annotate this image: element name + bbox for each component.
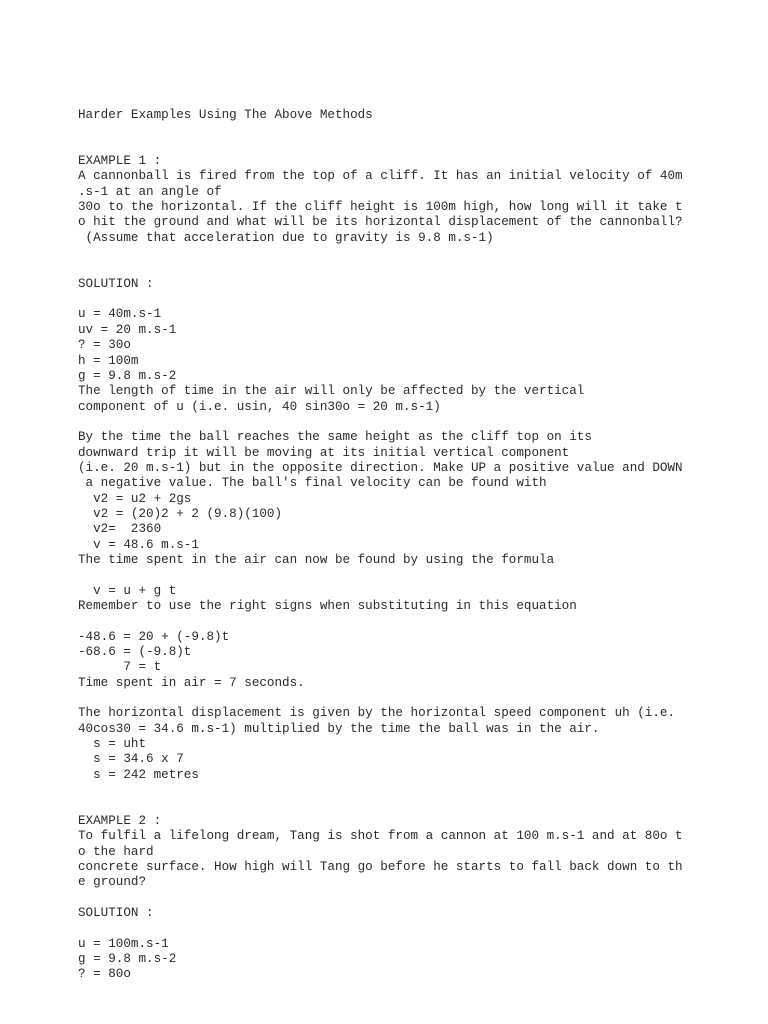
text-line [78,261,758,276]
text-line: ? = 30o [78,338,131,353]
text-line: o hit the ground and what will be its horizontal displacement of the cannonball? [78,215,683,230]
text-line: g = 9.8 m.s-2 [78,951,177,966]
text-line: By the time the ball reaches the same height as the cliff top on its [78,430,592,445]
text-line: 30o to the horizontal. If the cliff height is 100m high, how long will it take t [78,200,683,215]
text-line [78,783,758,798]
text-line: SOLUTION : [78,905,154,920]
text-line [78,798,758,813]
text-line: .s-1 at an angle of [78,184,222,199]
text-line [78,891,758,906]
text-line: Harder Examples Using The Above Methods [78,108,373,122]
text-line [78,415,758,430]
text-line: EXAMPLE 2 : [78,813,162,828]
text-line: component of u (i.e. usin, 40 sin30o = 20 m.s-1) [78,399,441,414]
text-line: s = 242 metres [78,767,199,782]
text-line: The time spent in the air can now be found by using the formula [78,552,555,567]
text-line [78,921,758,936]
text-line: concrete surface. How high will Tang go before he starts to fall back down to th [78,859,683,874]
text-line [78,691,758,706]
text-line: e ground? [78,875,147,890]
text-line: (Assume that acceleration due to gravity is 9.8 m.s-1) [78,230,494,245]
text-line [78,614,758,629]
document-text [78,108,758,983]
text-line: o the hard [78,844,154,859]
text-line: EXAMPLE 1 : [78,154,162,169]
text-line: Time spent in air = 7 seconds. [78,675,305,690]
text-line: h = 100m [78,353,139,368]
text-line: Remember to use the right signs when substituting in this equation [78,599,577,613]
text-line: 40cos30 = 34.6 m.s-1) multiplied by the time the ball was in the air. [78,721,600,736]
text-line [78,246,758,261]
text-line: v2 = u2 + 2gs [78,491,192,506]
text-line [78,139,758,154]
text-line [78,123,758,138]
text-line: downward trip it will be moving at its initial vertical component [78,445,570,460]
text-line: uv = 20 m.s-1 [78,322,177,337]
text-line [78,568,758,583]
text-line: SOLUTION : [78,276,154,291]
text-line: v2= 2360 [78,522,162,537]
text-line: u = 100m.s-1 [78,936,169,951]
text-line: -48.6 = 20 + (-9.8)t [78,629,230,644]
text-line: 7 = t [78,660,162,675]
text-line: u = 40m.s-1 [78,307,162,322]
text-line: The length of time in the air will only be affected by the vertical [78,384,585,399]
text-line: The horizontal displacement is given by the horizontal speed component uh (i.e. [78,706,676,721]
text-line: A cannonball is fired from the top of a cliff. It has an initial velocity of 40m [78,169,683,184]
text-line: g = 9.8 m.s-2 [78,368,177,383]
text-line: v = 48.6 m.s-1 [78,537,199,552]
text-line: -68.6 = (-9.8)t [78,645,192,660]
text-line: ? = 80o [78,967,131,982]
text-line [78,292,758,307]
text-line: a negative value. The ball's final velocity can be found with [78,476,547,491]
text-line: s = 34.6 x 7 [78,752,184,767]
text-line: v2 = (20)2 + 2 (9.8)(100) [78,506,283,521]
text-line: To fulfil a lifelong dream, Tang is shot from a cannon at 100 m.s-1 and at 80o t [78,829,683,844]
text-line: (i.e. 20 m.s-1) but in the opposite direction. Make UP a positive value and DOWN [78,460,683,475]
text-line: v = u + g t [78,583,177,598]
text-line: s = uht [78,737,147,752]
